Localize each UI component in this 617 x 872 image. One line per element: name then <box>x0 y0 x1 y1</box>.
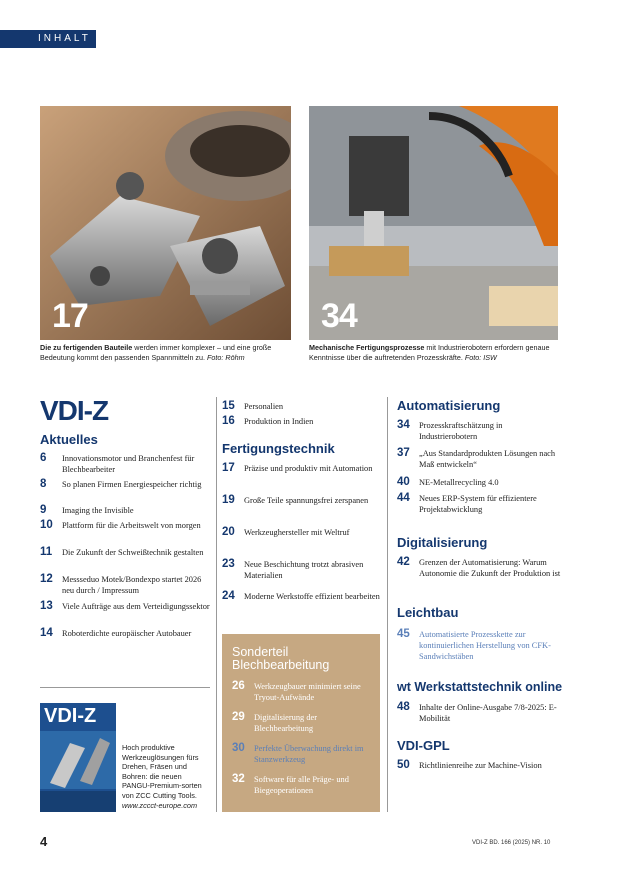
page-number: 12 <box>40 573 53 585</box>
page-number: 29 <box>232 711 245 723</box>
special-section-title <box>232 646 329 672</box>
entry-title: Werkzeugbauer minimiert seine Tryout-Aufwände <box>254 682 361 702</box>
photo-caption <box>40 343 295 362</box>
cover-logo: VDI-Z <box>44 705 97 727</box>
section-title-automatisierung: Automatisierung <box>397 398 501 413</box>
toc-entry[interactable] <box>397 476 562 492</box>
toc-entry[interactable] <box>232 680 372 711</box>
toc-list-gpl <box>397 759 562 789</box>
toc-entry[interactable] <box>40 627 210 653</box>
page-number: 9 <box>40 504 47 516</box>
section-title-leichtbau: Leichtbau <box>397 605 459 620</box>
toc-list-automatisierung <box>397 419 562 520</box>
toc-entry[interactable] <box>40 519 210 546</box>
toc-entry[interactable] <box>397 759 562 789</box>
entry-title: Werkzeughersteller mit Weltruf <box>244 528 350 537</box>
photo-caption <box>309 343 564 362</box>
column-divider <box>387 397 388 812</box>
entry-title: Personalien <box>244 402 284 411</box>
toc-entry[interactable] <box>232 773 372 804</box>
toc-entry[interactable] <box>397 492 562 520</box>
entry-title: Produktion in Indien <box>244 417 314 426</box>
page-number: 30 <box>232 742 245 754</box>
entry-title: Viele Aufträge aus dem Verteidigungssektor <box>62 602 210 611</box>
toc-entry[interactable] <box>222 400 382 415</box>
page-number: 11 <box>40 546 53 558</box>
entry-title: Perfekte Überwachung direkt im Stanzwerkzeug <box>254 744 364 764</box>
toc-list-digitalisierung <box>397 556 562 596</box>
page-number: 8 <box>40 478 47 490</box>
special-section-box <box>222 634 380 812</box>
toc-list-wt <box>397 701 562 731</box>
page-number: 34 <box>397 419 410 431</box>
cover-tools-image <box>40 703 116 812</box>
toc-entry[interactable] <box>397 556 562 596</box>
toc-entry[interactable] <box>40 600 210 627</box>
photo-parts <box>40 106 291 340</box>
entry-title: NE-Metallrecycling 4.0 <box>419 478 499 487</box>
page-number: 42 <box>397 556 410 568</box>
toc-entry[interactable] <box>222 526 380 558</box>
page-number: 40 <box>397 476 410 488</box>
toc-entry[interactable] <box>40 546 210 573</box>
photo-page-number: 34 <box>321 297 357 335</box>
page-number: 26 <box>232 680 245 692</box>
cover-caption-text: Hoch produktive Werkzeuglösungen fürs Drehen, Fräsen und Bohren: die neuen PANGU-Premium-sorten von ZCC Cutting Tools. <box>122 743 202 800</box>
entry-title: Präzise und produktiv mit Automation <box>244 464 373 473</box>
entry-title: „Aus Standardprodukten Lösungen nach Maß entwickeln“ <box>419 449 556 469</box>
entry-title: Moderne Werkstoffe effizient bearbeiten <box>244 592 380 601</box>
entry-title: Große Teile spannungsfrei zerspanen <box>244 496 369 505</box>
entry-title: Innovationsmotor und Branchenfest für Blechbearbeiter <box>62 454 195 474</box>
toc-entry[interactable] <box>40 504 210 519</box>
photo-page-number: 17 <box>52 297 88 335</box>
page-number: 17 <box>222 462 235 474</box>
caption-credit: Foto: ISW <box>464 352 497 362</box>
page-number: 48 <box>397 701 410 713</box>
special-section-title-line1: Sonderteil <box>232 645 289 659</box>
toc-entry[interactable] <box>397 701 562 731</box>
page-number: 23 <box>222 558 235 570</box>
toc-list-misc <box>222 400 382 430</box>
entry-title: So planen Firmen Energiespeicher richtig <box>62 480 202 489</box>
toc-list-blechbearbeitung <box>232 680 372 804</box>
vdi-z-logo: VDI-Z <box>40 395 109 426</box>
special-section-title-line2: Blechbearbeitung <box>232 658 330 672</box>
page-number: 16 <box>222 415 235 427</box>
column-divider <box>216 397 217 812</box>
caption-text: mit Industrierobotern erfordern genaue Kenntnisse über die auftretenden Prozesskräfte. <box>309 343 550 362</box>
section-title-fertigungstechnik: Fertigungstechnik <box>222 441 335 456</box>
toc-entry[interactable] <box>40 573 210 600</box>
caption-lead: Mechanische Fertigungsprozesse <box>309 343 425 352</box>
entry-title: Grenzen der Automatisierung: Warum Autonomie die Zukunft der Produktion ist <box>419 558 561 578</box>
entry-title: Digitalisierung der Blechbearbeitung <box>254 713 318 733</box>
entry-title: Plattform für die Arbeitswelt von morgen <box>62 521 201 530</box>
entry-title: Neue Beschichtung trotzt abrasiven Materialien <box>244 560 364 580</box>
page-number: 45 <box>397 628 410 640</box>
caption-lead: Die zu fertigenden Bauteile <box>40 343 133 352</box>
entry-title: Roboterdichte europäischer Autobauer <box>62 629 192 638</box>
toc-entry[interactable] <box>222 494 380 526</box>
page-number: 32 <box>232 773 245 785</box>
section-tag: INHALT <box>0 30 96 48</box>
page-number: 6 <box>40 452 47 464</box>
toc-entry[interactable] <box>232 742 372 773</box>
section-title-aktuelles: Aktuelles <box>40 432 98 447</box>
entry-title: Imaging the Invisible <box>62 506 134 515</box>
toc-entry[interactable] <box>40 452 210 478</box>
entry-title: Richtlinienreihe zur Machine-Vision <box>419 761 542 770</box>
entry-title: Inhalte der Online-Ausgabe 7/8-2025: E-Mobilität <box>419 703 557 723</box>
entry-title: Software für alle Präge- und Biegeoperationen <box>254 775 349 795</box>
toc-list-aktuelles <box>40 452 210 653</box>
page-number: 37 <box>397 447 410 459</box>
page-number: 14 <box>40 627 53 639</box>
page-number: 13 <box>40 600 53 612</box>
toc-entry[interactable] <box>397 419 562 447</box>
photo-robot <box>309 106 558 340</box>
toc-entry[interactable] <box>40 478 210 504</box>
entry-title: Messseduo Motek/Bondexpo startet 2026 neu durch / Impressum <box>62 575 202 595</box>
cover-caption <box>122 743 210 810</box>
entry-title: Automatisierte Prozesskette zur kontinuierlichen Herstellung von CFK-Sandwichstäben <box>419 630 551 661</box>
entry-title: Prozesskraftschätzung in Industrierobotern <box>419 421 503 441</box>
toc-entry[interactable] <box>232 711 372 742</box>
toc-list-leichtbau <box>397 628 562 668</box>
page-number: 19 <box>222 494 235 506</box>
divider <box>40 687 210 688</box>
page-number: 10 <box>40 519 53 531</box>
caption-credit: Foto: Röhm <box>207 352 245 362</box>
toc-entry[interactable] <box>222 462 380 494</box>
section-title-digitalisierung: Digitalisierung <box>397 535 488 550</box>
toc-entry[interactable] <box>222 415 382 430</box>
toc-entry[interactable] <box>222 590 380 622</box>
toc-entry[interactable] <box>397 628 562 668</box>
page-number: 24 <box>222 590 235 602</box>
entry-title: Neues ERP-System für effizientere Projektabwicklung <box>419 494 537 514</box>
cover-url[interactable]: www.zccct-europe.com <box>122 800 198 810</box>
page-number: 44 <box>397 492 410 504</box>
toc-list-fertigungstechnik <box>222 462 380 622</box>
magazine-cover[interactable] <box>40 703 116 812</box>
page-number-footer: 4 <box>40 834 48 849</box>
journal-reference: VDI-Z BD. 166 (2025) NR. 10 <box>472 840 551 846</box>
page-number: 15 <box>222 400 235 412</box>
page-number: 50 <box>397 759 410 771</box>
caption-text: werden immer komplexer – und eine große Bedeutung kommt den passenden Spannmitteln zu. <box>40 343 272 362</box>
toc-entry[interactable] <box>222 558 380 590</box>
page-number: 20 <box>222 526 235 538</box>
section-title-gpl: VDI-GPL <box>397 738 450 753</box>
section-title-wt: wt Werkstattstechnik online <box>397 680 563 694</box>
entry-title: Die Zukunft der Schweißtechnik gestalten <box>62 548 204 557</box>
toc-entry[interactable] <box>397 447 562 476</box>
